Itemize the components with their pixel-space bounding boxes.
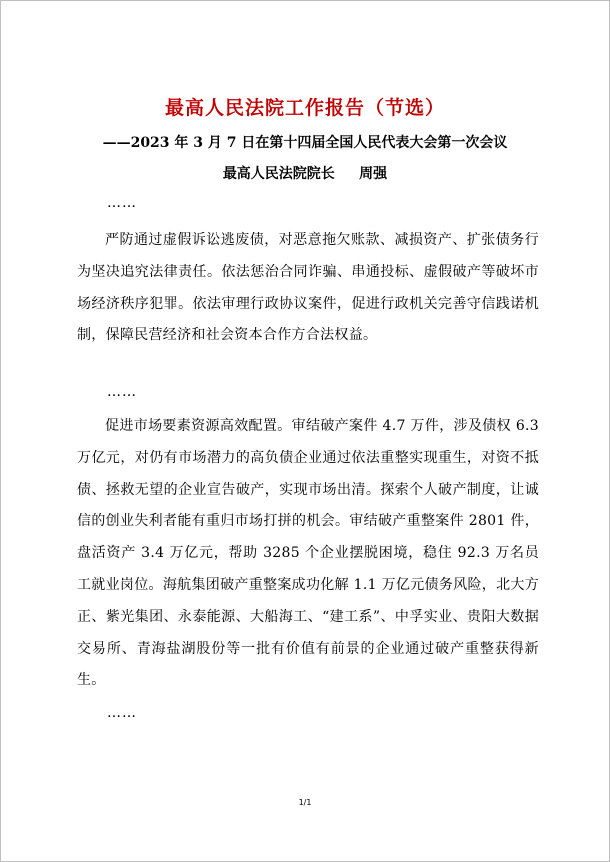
- paragraph-2: 促进市场要素资源高效配置。审结破产案件 4.7 万件，涉及债权 6.3 万亿元，对仍有市场潜力的高负债企业通过依法重整实现重生，对资不抵债、拯救无望的企业宣告破产，实现市场出清。探索个人破产制度，让诚信的创业失利者能有重归市场打拼的机会。审结破产重整案件 2801 件，盘活资产 3.4 万亿元，帮助 3285 个企业摆脱困境，稳住 92.3 万名员工就业岗位。海航集团破产重整案成功化解 1.1 万亿元债务风险，北大方正、紫光集团、永泰能源、大船海工、“建工系”、中孚实业、贵阳大数据交易所、青海盐湖股份等一批有价值有前景的企业通过破产重整获得新生。: [77, 418, 539, 689]
- ellipsis-1: ……: [107, 195, 137, 211]
- ellipsis-3: ……: [107, 705, 137, 721]
- report-title: 最高人民法院工作报告（节选）: [164, 97, 445, 119]
- page-number: 1/1: [298, 798, 312, 807]
- paragraph-1: 严防通过虚假诉讼逃废债，对恶意拖欠账款、减损资产、扩张债务行为坚决追究法律责任。依法惩治合同诈骗、串通投标、虚假破产等破坏市场经济秩序犯罪。依法审理行政协议案件，促进行政机关完善守信践诺机制，保障民营经济和社会资本合作方合法权益。: [77, 232, 539, 344]
- report-subtitle: ——2023 年 3 月 7 日在第十四届全国人民代表大会第一次会议: [102, 135, 508, 151]
- ellipsis-2: ……: [107, 384, 137, 400]
- report-author: 最高人民法院院长 周强: [222, 166, 388, 182]
